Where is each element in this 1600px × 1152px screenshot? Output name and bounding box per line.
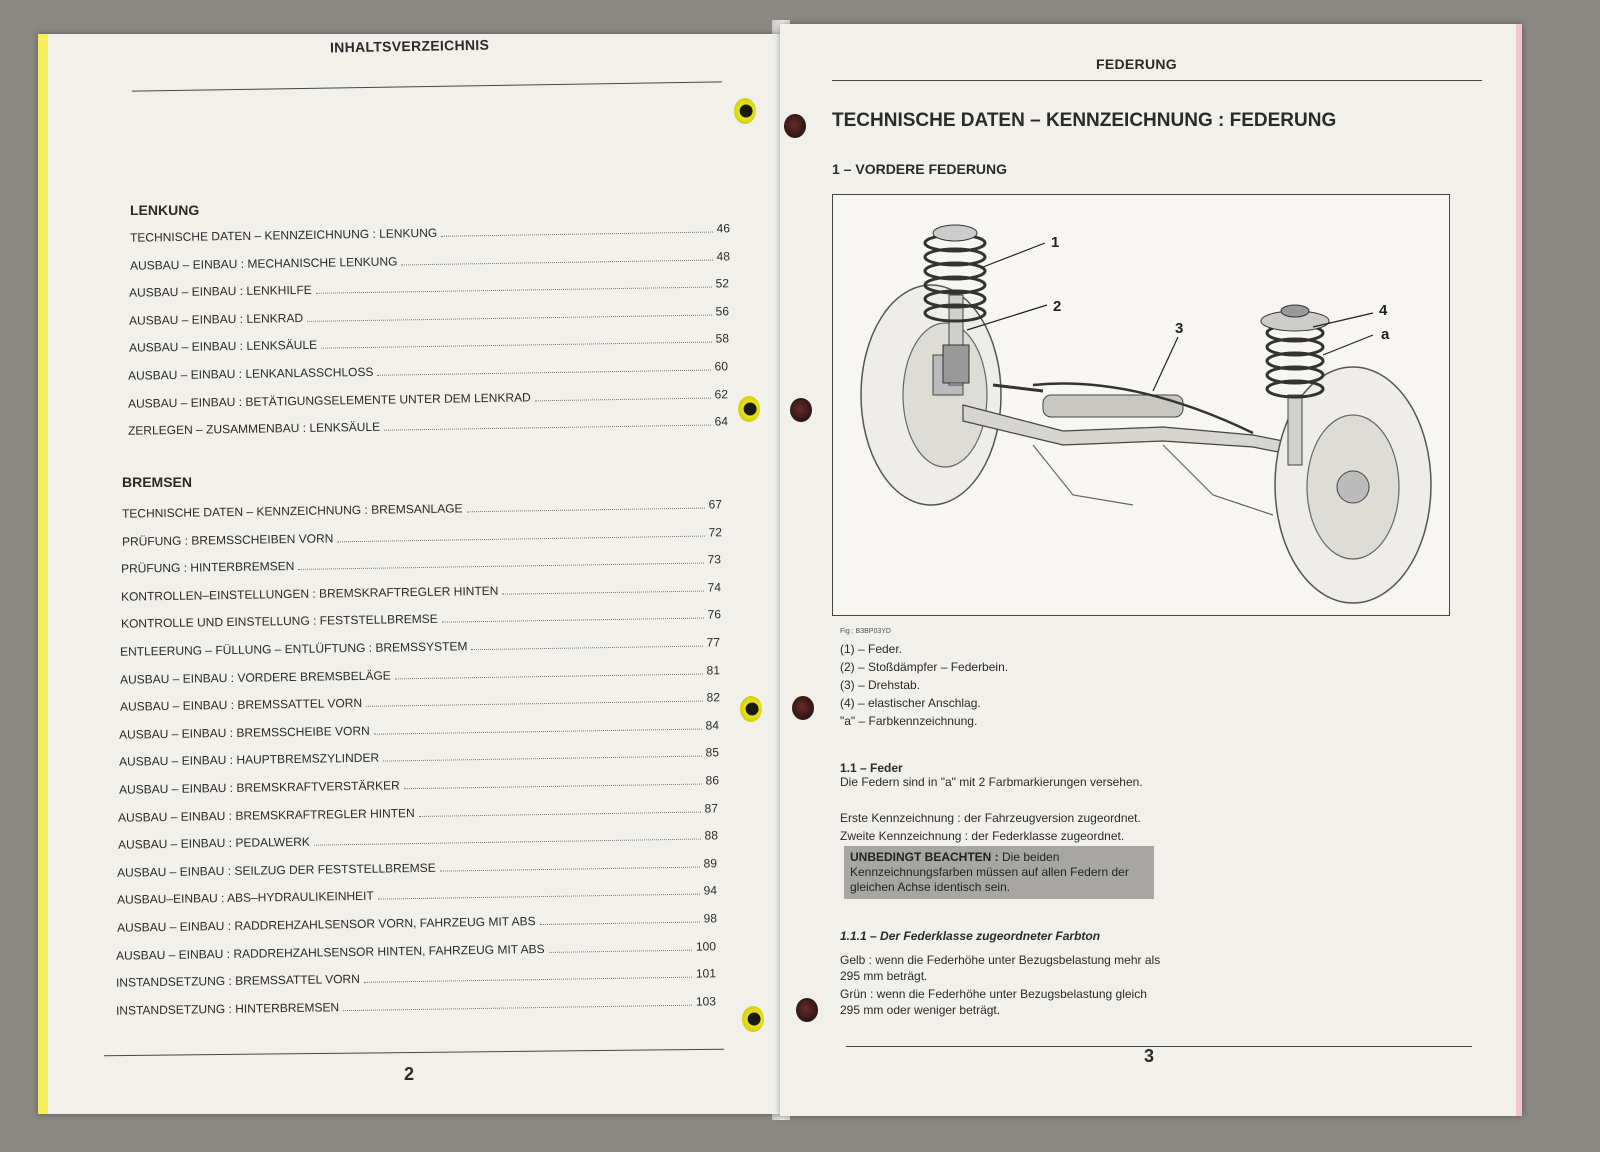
toc-entry-page: 85	[705, 745, 719, 760]
legend-item: (3) – Drehstab.	[840, 678, 921, 692]
feder-paragraph-2: Erste Kennzeichnung : der Fahrzeugversion zugeordnet.	[840, 811, 1141, 825]
toc-entry	[121, 608, 721, 631]
toc-dot-leader	[383, 756, 702, 762]
legend-item: (1) – Feder.	[840, 642, 903, 656]
toc-dot-leader	[378, 894, 700, 900]
toc-entry-title: PRÜFUNG : HINTERBREMSEN	[121, 559, 295, 576]
toc-entry-page: 72	[708, 524, 722, 540]
subsection-title-farbton: 1.1.1 – Der Federklasse zugeordneter Farbton	[840, 929, 1101, 943]
page-title: TECHNISCHE DATEN – KENNZEICHNUNG : FEDERUNG	[832, 110, 1337, 131]
toc-entry-title: AUSBAU – EINBAU : LENKSÄULE	[128, 338, 317, 356]
toc-entry-title: AUSBAU – EINBAU : PEDALWERK	[117, 834, 310, 852]
toc-entry-page: 60	[714, 359, 729, 374]
header-rule	[132, 81, 722, 91]
right-page-header: FEDERUNG	[1096, 56, 1177, 72]
toc-entry-page: 52	[715, 276, 730, 291]
toc-entry-page: 64	[714, 414, 728, 429]
toc-entry-page: 74	[707, 580, 722, 595]
toc-entry	[117, 856, 717, 879]
legend-item: (2) – Stoßdämpfer – Federbein.	[840, 660, 1009, 674]
toc-entry	[121, 552, 721, 575]
legend-item: (4) – elastischer Anschlag.	[840, 696, 981, 710]
toc-dot-leader	[535, 397, 711, 401]
section-title-lenkung: LENKUNG	[130, 202, 200, 218]
toc-entry-page: 98	[703, 911, 717, 926]
toc-entry-title: ENTLEERUNG – FÜLLUNG – ENTLÜFTUNG : BREMSSYSTEM	[120, 639, 468, 659]
toc-dot-leader	[539, 922, 699, 926]
toc-entry-page: 89	[703, 856, 718, 871]
toc-entry-title: INSTANDSETZUNG : HINTERBREMSEN	[115, 1000, 339, 1018]
toc-dot-leader	[401, 259, 712, 265]
toc-entry-title: ZERLEGEN – ZUSAMMENBAU : LENKSÄULE	[127, 419, 380, 438]
toc-entry	[130, 249, 730, 272]
toc-entry-page: 62	[714, 386, 728, 402]
toc-dot-leader	[440, 866, 700, 871]
toc-dot-leader	[395, 673, 703, 679]
toc-entry	[117, 884, 717, 907]
toc-entry-title: AUSBAU – EINBAU : LENKANLASSCHLOSS	[128, 364, 374, 383]
toc-dot-leader	[299, 563, 704, 570]
toc-dot-leader	[307, 314, 712, 321]
toc-dot-leader	[549, 949, 692, 952]
callout-1: 1	[1051, 234, 1060, 251]
toc-entry-page: 82	[706, 690, 720, 705]
toc-entry-title: AUSBAU – EINBAU : LENKRAD	[128, 310, 304, 328]
toc-entry-title: AUSBAU – EINBAU : HAUPTBREMSZYLINDER	[118, 751, 380, 770]
toc-entry	[122, 497, 722, 520]
right-page	[780, 24, 1522, 1116]
toc-entry	[119, 690, 719, 713]
toc-dot-leader	[337, 535, 704, 542]
toc-dot-leader	[314, 839, 701, 846]
toc-entry	[121, 580, 721, 603]
callout-2: 2	[1053, 298, 1062, 315]
toc-entry	[118, 801, 718, 824]
footer-rule	[104, 1049, 724, 1056]
toc-dot-leader	[366, 701, 703, 707]
toc-entry	[117, 911, 717, 934]
subsection-title-feder: 1.1 – Feder	[840, 761, 903, 775]
toc-entry-title: AUSBAU – EINBAU : BREMSSCHEIBE VORN	[119, 723, 371, 742]
toc-entry-title: AUSBAU – EINBAU : MECHANISCHE LENKUNG	[129, 254, 398, 273]
toc-entry-page: 56	[715, 304, 730, 319]
punch-hole	[796, 998, 818, 1022]
toc-dot-leader	[374, 728, 702, 734]
toc-entry-title: INSTANDSETZUNG : BREMSSATTEL VORN	[115, 972, 360, 990]
toc-entry-page: 101	[695, 966, 717, 981]
toc-entry	[118, 828, 718, 851]
toc-dot-leader	[384, 425, 711, 431]
feder-paragraph-3: Zweite Kennzeichnung : der Federklasse zugeordnet.	[840, 829, 1125, 843]
warning-label: UNBEDINGT BEACHTEN :	[850, 850, 999, 864]
toc-entry-page: 100	[696, 938, 717, 954]
toc-entry	[129, 332, 729, 355]
toc-entry	[116, 966, 716, 989]
farbton-paragraph-gelb: Gelb : wenn die Federhöhe unter Bezugsbelastung mehr als 295 mm beträgt.	[840, 953, 1161, 983]
toc-entry-page: 76	[707, 607, 721, 622]
toc-dot-leader	[467, 508, 705, 513]
binder-ring	[740, 696, 762, 722]
toc-dot-leader	[378, 370, 711, 376]
toc-entry-title: AUSBAU – EINBAU : BETÄTIGUNGSELEMENTE UNTER DEM LENKRAD	[127, 389, 531, 411]
toc-entry-title: AUSBAU – EINBAU : BREMSKRAFTREGLER HINTEN	[118, 805, 415, 825]
toc-dot-leader	[321, 342, 712, 349]
warning-box	[844, 846, 1154, 899]
toc-entry-page: 48	[716, 248, 730, 264]
toc-entry-page: 94	[703, 883, 718, 898]
toc-entry-page: 87	[704, 800, 719, 816]
binder-ring	[742, 1006, 764, 1032]
toc-dot-leader	[403, 784, 701, 790]
toc-entry	[119, 746, 719, 769]
toc-entry-page: 84	[705, 718, 720, 733]
toc-entry-page: 67	[708, 497, 723, 512]
footer-rule	[846, 1046, 1472, 1047]
toc-entry	[118, 773, 718, 796]
punch-hole	[790, 398, 812, 422]
warning-text: Die beiden Kennzeichnungsfarben müssen auf allen Federn der gleichen Achse identisch sein.	[850, 850, 1129, 894]
toc-entry	[128, 359, 728, 382]
toc-dot-leader	[472, 646, 703, 651]
punch-hole	[784, 114, 806, 138]
toc-entry-title: KONTROLLE UND EINSTELLUNG : FESTSTELLBREMSE	[120, 612, 438, 632]
toc-dot-leader	[441, 618, 703, 623]
callout-a: a	[1381, 326, 1390, 343]
toc-entry	[119, 718, 719, 741]
toc-dot-leader	[419, 811, 701, 816]
toc-entry-title: AUSBAU – EINBAU : BREMSSATTEL VORN	[119, 696, 362, 714]
toc-entry	[130, 221, 730, 244]
callout-4: 4	[1379, 302, 1388, 319]
feder-paragraph-1: Die Federn sind in "a" mit 2 Farbmarkierungen versehen.	[840, 775, 1143, 789]
punch-hole	[792, 696, 814, 720]
front-suspension-drawing	[833, 195, 1449, 615]
section-heading: 1 – VORDERE FEDERUNG	[832, 161, 1008, 177]
toc-entry-page: 46	[716, 221, 731, 236]
legend-item: "a" – Farbkennzeichnung.	[840, 714, 978, 728]
toc-entry-page: 86	[704, 773, 719, 788]
toc-entry-title: TECHNISCHE DATEN – KENNZEICHNUNG : LENKUNG	[129, 225, 438, 245]
binder-ring	[738, 396, 760, 422]
binder-ring	[734, 98, 756, 124]
left-page	[38, 34, 790, 1114]
toc-entry	[120, 663, 720, 686]
toc-dot-leader	[364, 977, 692, 983]
toc-entry	[127, 414, 727, 437]
toc-entry	[128, 387, 728, 410]
section-title-bremsen: BREMSEN	[122, 474, 193, 490]
left-page-header: INHALTSVERZEICHNIS	[329, 36, 490, 56]
toc-dot-leader	[343, 1004, 692, 1010]
farbton-paragraph-gruen: Grün : wenn die Federhöhe unter Bezugsbelastung gleich 295 mm oder weniger beträgt.	[840, 987, 1147, 1017]
toc-entry-title: AUSBAU–EINBAU : ABS–HYDRAULIKEINHEIT	[117, 889, 374, 908]
toc-entry-title: AUSBAU – EINBAU : BREMSKRAFTVERSTÄRKER	[118, 778, 400, 797]
toc-entry	[120, 635, 720, 658]
toc-entry-page: 88	[704, 828, 718, 843]
figure-reference: Fig : B3BP03YD	[840, 628, 891, 635]
toc-entry-title: AUSBAU – EINBAU : LENKHILFE	[129, 283, 313, 300]
left-page-number: 2	[404, 1064, 415, 1084]
toc-entry	[129, 276, 729, 299]
toc-entry	[122, 525, 722, 548]
toc-entry-title: PRÜFUNG : BREMSSCHEIBEN VORN	[121, 530, 334, 549]
toc-entry-title: AUSBAU – EINBAU : VORDERE BREMSBELÄGE	[119, 668, 391, 687]
toc-dot-leader	[502, 590, 703, 594]
callout-3: 3	[1175, 320, 1184, 337]
toc-entry-page: 77	[706, 635, 721, 650]
toc-entry-title: AUSBAU – EINBAU : RADDREHZAHLSENSOR VORN, FAHRZEUG MIT ABS	[116, 914, 536, 935]
toc-entry	[129, 304, 729, 327]
toc-entry-title: AUSBAU – EINBAU : SEILZUG DER FESTSTELLBREMSE	[117, 860, 437, 880]
toc-dot-leader	[316, 287, 712, 294]
toc-entry-page: 58	[715, 331, 729, 346]
toc-entry	[116, 939, 716, 962]
toc-entry-title: KONTROLLEN–EINSTELLUNGEN : BREMSKRAFTREGLER HINTEN	[120, 583, 499, 604]
suspension-figure	[832, 194, 1450, 616]
left-coil-spring-shape	[925, 235, 985, 321]
toc-dot-leader	[441, 232, 712, 237]
header-rule	[832, 80, 1482, 81]
toc-entry	[116, 994, 716, 1017]
toc-entry-page: 81	[706, 662, 720, 678]
toc-entry-page: 73	[707, 552, 722, 567]
toc-entry-title: TECHNISCHE DATEN – KENNZEICHNUNG : BREMSANLAGE	[121, 501, 463, 521]
right-page-number: 3	[1144, 1046, 1155, 1066]
toc-entry-title: AUSBAU – EINBAU : RADDREHZAHLSENSOR HINTEN, FAHRZEUG MIT ABS	[116, 941, 546, 963]
figure-legend	[840, 640, 1008, 730]
toc-entry-page: 103	[695, 994, 716, 1009]
